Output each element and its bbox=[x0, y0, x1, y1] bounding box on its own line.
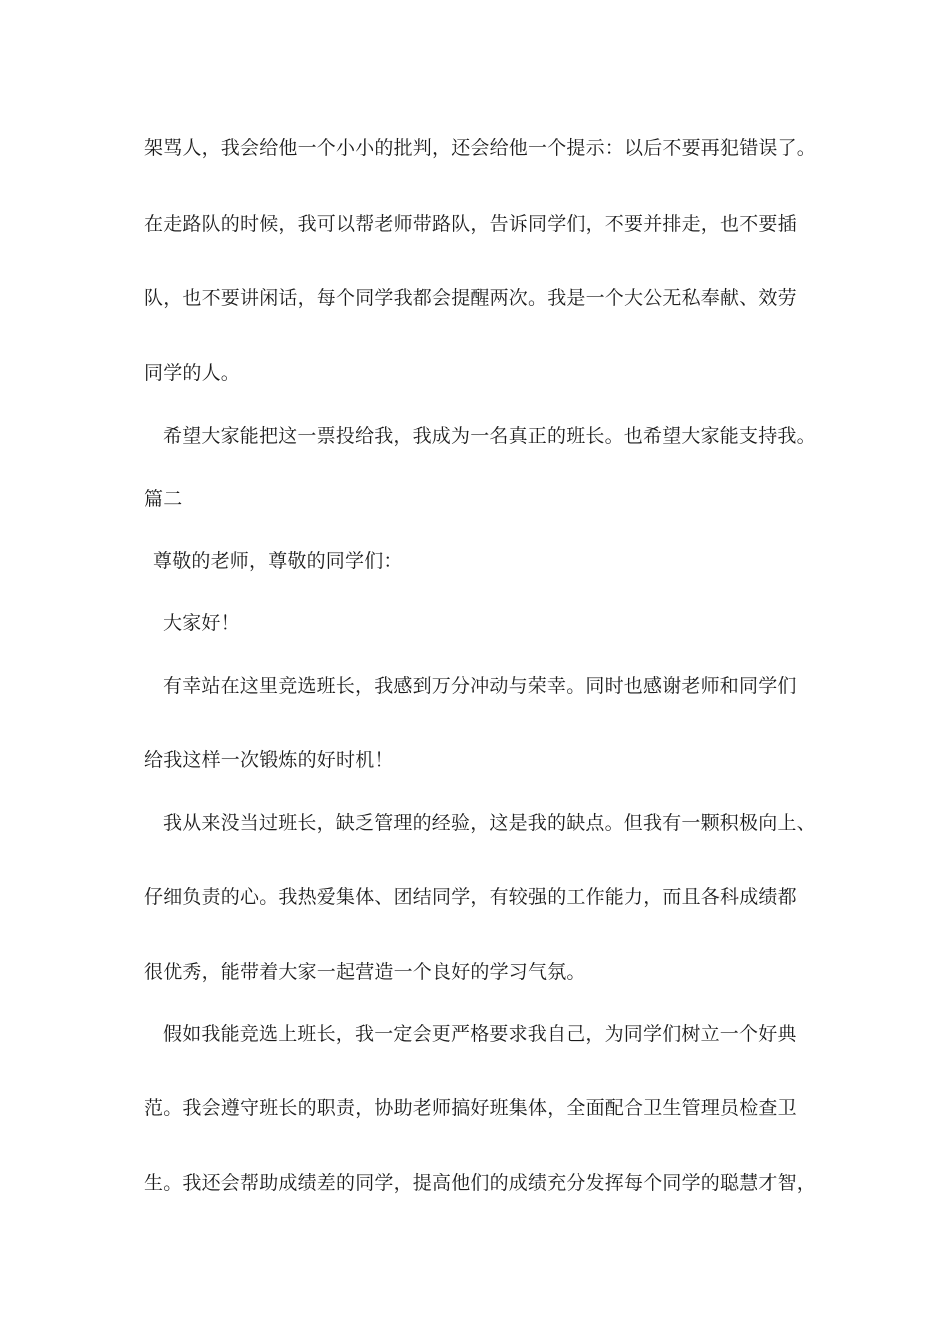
paragraph-line: 同学的人。 bbox=[144, 362, 241, 384]
paragraph-line: 仔细负责的心。我热爱集体、团结同学，有较强的工作能力，而且各科成绩都 bbox=[144, 886, 797, 908]
paragraph-line: 范。我会遵守班长的职责，协助老师搞好班集体，全面配合卫生管理员检查卫 bbox=[144, 1097, 797, 1119]
paragraph-line: 很优秀，能带着大家一起营造一个良好的学习气氛。 bbox=[144, 961, 586, 983]
paragraph-line: 生。我还会帮助成绩差的同学，提高他们的成绩充分发挥每个同学的聪慧才智， bbox=[144, 1172, 817, 1194]
paragraph-line: 我从来没当过班长，缺乏管理的经验，这是我的缺点。但我有一颗积极向上、 bbox=[163, 812, 816, 834]
salutation: 尊敬的老师，尊敬的同学们： bbox=[153, 550, 403, 572]
paragraph-line: 希望大家能把这一票投给我，我成为一名真正的班长。也希望大家能支持我。 bbox=[163, 425, 816, 447]
paragraph-line: 假如我能竞选上班长，我一定会更严格要求我自己，为同学们树立一个好典 bbox=[163, 1023, 797, 1045]
paragraph-line: 架骂人，我会给他一个小小的批判，还会给他一个提示：以后不要再犯错误了。 bbox=[144, 137, 817, 159]
greeting: 大家好！ bbox=[163, 612, 240, 634]
paragraph-line: 有幸站在这里竞选班长，我感到万分冲动与荣幸。同时也感谢老师和同学们 bbox=[163, 675, 797, 697]
section-heading: 篇二 bbox=[144, 488, 183, 510]
paragraph-line: 队，也不要讲闲话，每个同学我都会提醒两次。我是一个大公无私奉献、效劳 bbox=[144, 287, 797, 309]
paragraph-line: 给我这样一次锻炼的好时机！ bbox=[144, 749, 394, 771]
paragraph-line: 在走路队的时候，我可以帮老师带路队，告诉同学们，不要并排走，也不要插 bbox=[144, 213, 797, 235]
